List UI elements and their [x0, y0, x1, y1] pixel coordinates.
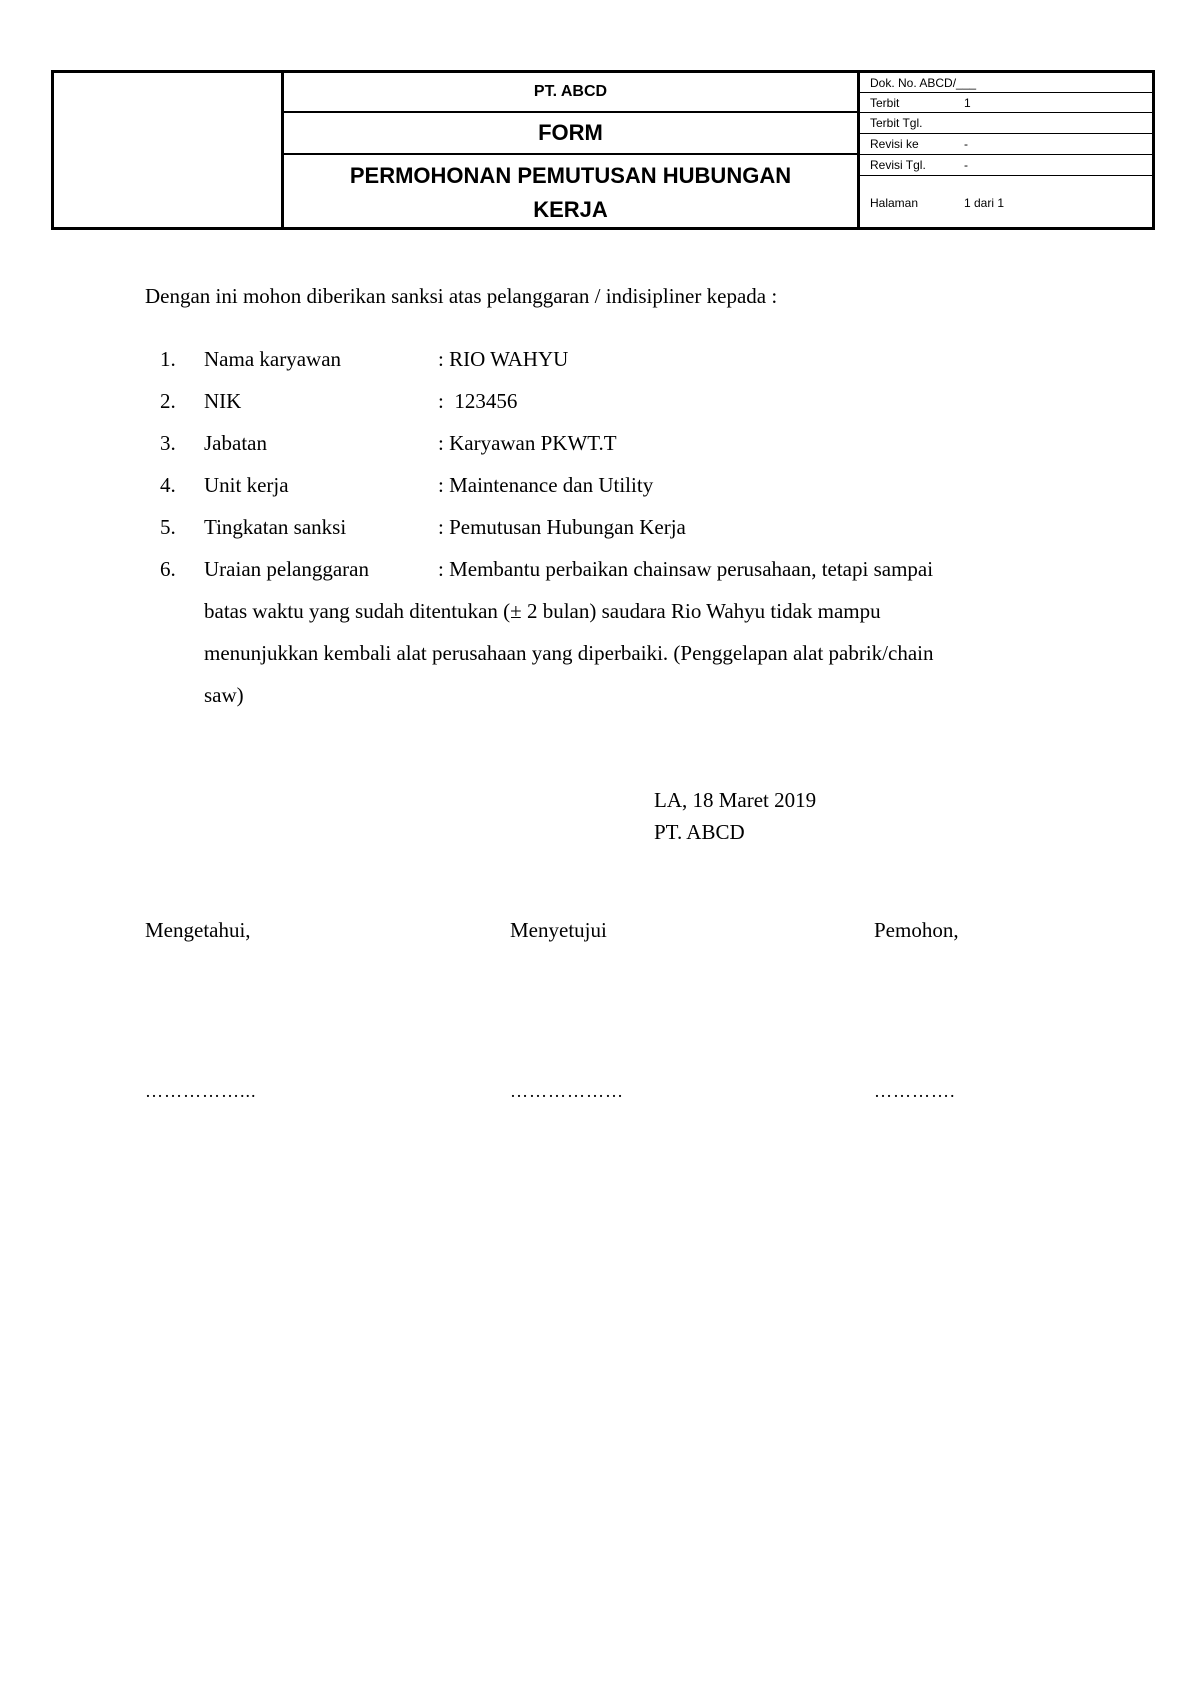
signature-line: ……………… [510, 1081, 624, 1101]
header-title-block [284, 73, 857, 227]
signature-title-pemohon: Pemohon, [874, 918, 959, 942]
meta-value: 1 dari 1 [964, 196, 1005, 210]
form-title [284, 155, 857, 230]
meta-label: Terbit [870, 95, 900, 110]
item-number: 4. [160, 473, 176, 497]
place-date: LA, 18 Maret 2019 [654, 788, 817, 812]
meta-label: Dok. No. ABCD/___ [870, 75, 977, 90]
item-label: Nama karyawan [204, 347, 342, 371]
signature-line: …………. [874, 1081, 956, 1101]
document-meta [857, 73, 1152, 227]
signature-line: ……………... [145, 1081, 257, 1101]
item-continuation-line: menunjukkan kembali alat perusahaan yang diperbaiki. (Penggelapan alat pabrik/chain [204, 641, 934, 665]
item-label: NIK [204, 389, 242, 413]
item-number: 6. [160, 557, 176, 581]
item-label: Unit kerja [204, 473, 289, 497]
meta-value: 1 [964, 95, 971, 110]
item-value: : Membantu perbaikan chainsaw perusahaan, tetapi sampai [438, 557, 934, 581]
item-continuation-line: batas waktu yang sudah ditentukan (± 2 bulan) saudara Rio Wahyu tidak mampu [204, 599, 881, 623]
meta-row-doc-no [860, 73, 1152, 93]
intro-text: Dengan ini mohon diberikan sanksi atas pelanggaran / indisipliner kepada : [145, 284, 778, 308]
meta-value: - [964, 137, 968, 151]
logo-cell [54, 73, 284, 227]
form-label: FORM [284, 113, 857, 155]
item-number: 5. [160, 515, 176, 539]
item-number: 3. [160, 431, 176, 455]
meta-row-halaman [860, 176, 1152, 230]
meta-row-revisi-tgl [860, 155, 1152, 176]
place-company: PT. ABCD [654, 820, 745, 844]
signature-title-menyetujui: Menyetujui [510, 918, 607, 942]
meta-label: Revisi Tgl. [870, 158, 926, 172]
item-value: : Karyawan PKWT.T [438, 431, 617, 455]
document-header-table [51, 70, 1155, 230]
meta-row-revisi-ke [860, 134, 1152, 155]
form-title-line2: KERJA [533, 196, 608, 222]
item-continuation-line: saw) [204, 683, 244, 707]
item-value: : Maintenance dan Utility [438, 473, 654, 497]
meta-label: Revisi ke [870, 137, 919, 151]
signature-title-mengetahui: Mengetahui, [145, 918, 251, 942]
item-value: : RIO WAHYU [438, 347, 569, 371]
item-value: : 123456 [438, 389, 518, 413]
item-value: : Pemutusan Hubungan Kerja [438, 515, 686, 539]
item-label: Uraian pelanggaran [204, 557, 369, 581]
meta-value: - [964, 158, 968, 172]
item-number: 2. [160, 389, 176, 413]
form-title-line1: PERMOHONAN PEMUTUSAN HUBUNGAN [349, 162, 792, 188]
item-label: Tingkatan sanksi [204, 515, 347, 539]
company-name: PT. ABCD [284, 73, 857, 113]
meta-label: Terbit Tgl. [870, 116, 923, 130]
meta-label: Halaman [870, 196, 919, 210]
meta-row-terbit [860, 93, 1152, 113]
meta-row-terbit-tgl [860, 113, 1152, 134]
item-number: 1. [160, 347, 176, 371]
item-label: Jabatan [204, 431, 267, 455]
